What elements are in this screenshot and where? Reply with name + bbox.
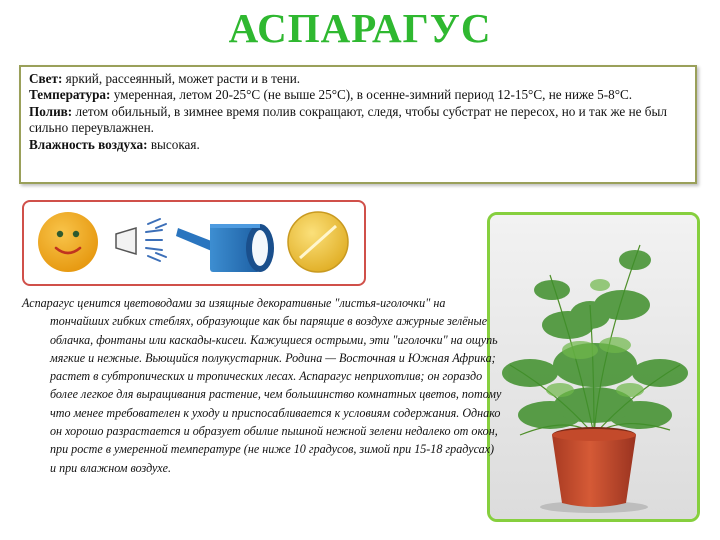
smiling-sun-icon — [38, 212, 98, 272]
care-humidity-label: Влажность воздуха: — [29, 136, 148, 152]
asparagus-plant-photo — [487, 212, 700, 522]
care-watering-label: Полив: — [29, 103, 73, 119]
care-icons-svg — [24, 202, 364, 284]
care-temperature-label: Температура: — [29, 87, 111, 103]
care-humidity — [29, 137, 687, 153]
terracotta-pot — [552, 427, 636, 507]
care-watering-text: летом обильный, в зимнее время полив сокращают, следя, чтобы субстрат не пересох, но и так же не был сильно переувлажнен. — [29, 103, 667, 136]
care-conditions-box — [19, 65, 697, 184]
care-temperature-text: умеренная, летом 20-25°С (не выше 25°С), в осенне-зимний период 12-15°С, не ниже 5-8°С. — [110, 87, 633, 103]
care-icons-strip — [22, 200, 366, 286]
care-watering — [29, 104, 687, 137]
care-light-text: яркий, рассеянный, может расти и в тени. — [62, 71, 301, 86]
care-temperature — [29, 87, 687, 103]
care-light — [29, 71, 687, 87]
care-light-label: Свет: — [29, 71, 63, 86]
fertilizer-tablet-icon — [288, 212, 348, 272]
watering-can-icon — [176, 224, 274, 272]
plant-description-text: Аспарагус ценится цветоводами за изящные декоративные "листья-иголочки" на тончайших гибких стеблях, образующие как бы парящие в воздухе ажурные зелёные облачка, фонтаны или каскады-кисеи. Кажущиеся острыми, эти "иголочки" на ощупь мягкие и нежные. Вьющийся полукустарник. Родина — Восточная и Южная Африка; растет в субтропических и тропических лесах. Аспарагус неприхотлив; он гораздо более легкое для выращивания растение, чем большинство комнатных цветов, потому что менее требователен к уходу и приспосабливается к условиям содержания. Однако он хорошо разрастается и образует обилие пышной нежной зелени недалеко от окон, при росте в умеренной температуре (не ниже 10 градусов, зимой при 15-18 градусах) и при влажном воздухе. — [22, 296, 502, 475]
page-title: АСПАРАГУС — [228, 5, 492, 51]
asparagus-plant-illustration — [490, 215, 697, 519]
care-humidity-text: высокая. — [147, 136, 200, 152]
spray-bottle-icon — [116, 219, 166, 261]
plant-description — [22, 294, 502, 477]
